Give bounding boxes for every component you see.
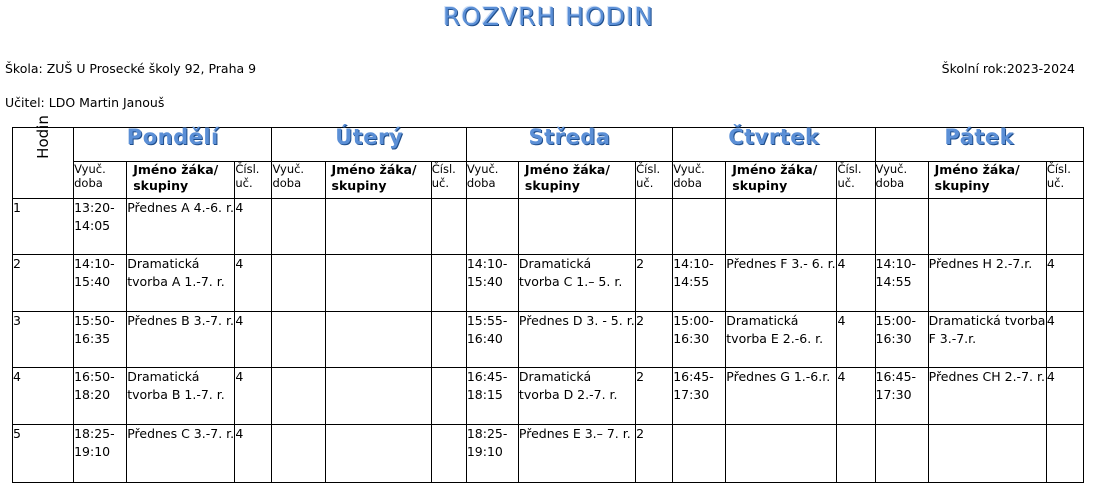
lesson-count: 4	[235, 312, 272, 368]
lesson-count: 4	[235, 368, 272, 425]
lesson-time: 16:50- 18:20	[74, 368, 127, 425]
lesson-name: Přednes E 3.– 7. r.	[518, 425, 635, 483]
lesson-name	[325, 255, 431, 312]
subheader-time: Vyuč. doba	[466, 162, 518, 199]
lesson-name: Přednes G 1.-6.r.	[726, 368, 837, 425]
lesson-count: 4	[837, 255, 875, 312]
day-header-monday: Pondělí	[74, 128, 272, 162]
lesson-name: Přednes H 2.-7.r.	[928, 255, 1046, 312]
lesson-time	[272, 425, 325, 483]
subheader-name: Jméno žáka/ skupiny	[726, 162, 837, 199]
subheader-count: Čísl. uč.	[235, 162, 272, 199]
subheader-time: Vyuč. doba	[673, 162, 726, 199]
lesson-time: 16:45- 17:30	[875, 368, 928, 425]
subheader-time: Vyuč. doba	[875, 162, 928, 199]
lesson-name: Přednes B 3.-7. r.	[127, 312, 235, 368]
lesson-time	[272, 199, 325, 255]
subheader-row	[13, 162, 1084, 199]
lesson-count	[636, 199, 673, 255]
lesson-count: 4	[1046, 312, 1083, 368]
lesson-time: 16:45- 18:15	[466, 368, 518, 425]
lesson-time	[875, 425, 928, 483]
lesson-time: 14:10- 15:40	[466, 255, 518, 312]
lesson-name: Dramatická tvorba D 2.-7. r.	[518, 368, 635, 425]
lesson-name	[726, 425, 837, 483]
teacher-label: Učitel: LDO Martin Janouš	[5, 95, 165, 110]
lesson-count: 4	[235, 255, 272, 312]
lesson-index: 1	[13, 199, 74, 255]
lesson-count: 4	[235, 199, 272, 255]
lesson-name	[325, 425, 431, 483]
subheader-count: Čísl. uč.	[1046, 162, 1083, 199]
lesson-time	[272, 255, 325, 312]
table-row	[13, 255, 1084, 312]
lesson-count	[1046, 199, 1083, 255]
subheader-time: Vyuč. doba	[74, 162, 127, 199]
lesson-time: 18:25- 19:10	[74, 425, 127, 483]
lesson-name	[325, 199, 431, 255]
lesson-time: 14:10- 15:40	[74, 255, 127, 312]
day-header-tuesday: Úterý	[272, 128, 466, 162]
lesson-count	[431, 255, 466, 312]
lesson-time: 15:50- 16:35	[74, 312, 127, 368]
lesson-name: Přednes F 3.- 6. r.	[726, 255, 837, 312]
lesson-count: 4	[1046, 255, 1083, 312]
subheader-name: Jméno žáka/ skupiny	[325, 162, 431, 199]
lesson-time: 14:10- 14:55	[875, 255, 928, 312]
lesson-name: Dramatická tvorba F 3.-7.r.	[928, 312, 1046, 368]
lesson-time	[272, 368, 325, 425]
lesson-index: 5	[13, 425, 74, 483]
lesson-name	[325, 368, 431, 425]
lesson-name: Dramatická tvorba C 1.– 5. r.	[518, 255, 635, 312]
lesson-time	[875, 199, 928, 255]
timetable	[12, 115, 1084, 483]
subheader-name: Jméno žáka/ skupiny	[127, 162, 235, 199]
lesson-name	[928, 425, 1046, 483]
lesson-name: Dramatická tvorba B 1.-7. r.	[127, 368, 235, 425]
lesson-name	[726, 199, 837, 255]
lesson-time: 15:55- 16:40	[466, 312, 518, 368]
lesson-count	[431, 312, 466, 368]
lesson-name	[928, 199, 1046, 255]
lesson-name	[518, 199, 635, 255]
lesson-time: 15:00- 16:30	[673, 312, 726, 368]
lesson-name: Dramatická tvorba E 2.-6. r.	[726, 312, 837, 368]
lesson-time: 16:45- 17:30	[673, 368, 726, 425]
table-row	[13, 312, 1084, 368]
subheader-name: Jméno žáka/ skupiny	[518, 162, 635, 199]
lesson-count: 4	[235, 425, 272, 483]
lesson-name	[325, 312, 431, 368]
lesson-count: 4	[837, 312, 875, 368]
lesson-time	[272, 312, 325, 368]
subheader-name: Jméno žáka/ skupiny	[928, 162, 1046, 199]
lesson-name: Přednes D 3. - 5. r.	[518, 312, 635, 368]
table-row	[13, 368, 1084, 425]
lesson-index: 3	[13, 312, 74, 368]
day-header-wednesday: Středa	[466, 128, 672, 162]
lesson-time: 18:25- 19:10	[466, 425, 518, 483]
lesson-count: 4	[837, 368, 875, 425]
table-row	[13, 199, 1084, 255]
subheader-count: Čísl. uč.	[431, 162, 466, 199]
lesson-time: 14:10- 14:55	[673, 255, 726, 312]
lesson-index: 4	[13, 368, 74, 425]
lesson-count	[431, 425, 466, 483]
school-label: Škola: ZUŠ U Prosecké školy 92, Praha 9	[5, 61, 257, 76]
lesson-count	[837, 199, 875, 255]
day-header-row	[13, 128, 1084, 162]
lesson-count: 2	[636, 425, 673, 483]
lesson-time: 15:00- 16:30	[875, 312, 928, 368]
lesson-count	[431, 368, 466, 425]
table-row	[13, 425, 1084, 483]
lesson-count: 4	[1046, 368, 1083, 425]
lesson-index: 2	[13, 255, 74, 312]
lesson-time	[673, 199, 726, 255]
hodin-header	[13, 115, 74, 199]
lesson-count	[1046, 425, 1083, 483]
lesson-name: Přednes CH 2.-7. r.	[928, 368, 1046, 425]
school-year-label: Školní rok:2023-2024	[941, 61, 1075, 76]
lesson-time: 13:20- 14:05	[74, 199, 127, 255]
hodin-header-label: Hodin	[34, 115, 53, 159]
lesson-count	[431, 199, 466, 255]
subheader-count: Čísl. uč.	[837, 162, 875, 199]
lesson-name: Přednes A 4.-6. r.	[127, 199, 235, 255]
lesson-count: 2	[636, 368, 673, 425]
lesson-count: 2	[636, 312, 673, 368]
lesson-time	[673, 425, 726, 483]
page-title: ROZVRH HODIN	[442, 2, 655, 31]
lesson-name: Dramatická tvorba A 1.-7. r.	[127, 255, 235, 312]
subheader-count: Čísl. uč.	[636, 162, 673, 199]
lesson-count: 2	[636, 255, 673, 312]
subheader-time: Vyuč. doba	[272, 162, 325, 199]
day-header-friday: Pátek	[875, 128, 1083, 162]
lesson-name: Přednes C 3.-7. r.	[127, 425, 235, 483]
day-header-thursday: Čtvrtek	[673, 128, 875, 162]
lesson-time	[466, 199, 518, 255]
lesson-count	[837, 425, 875, 483]
